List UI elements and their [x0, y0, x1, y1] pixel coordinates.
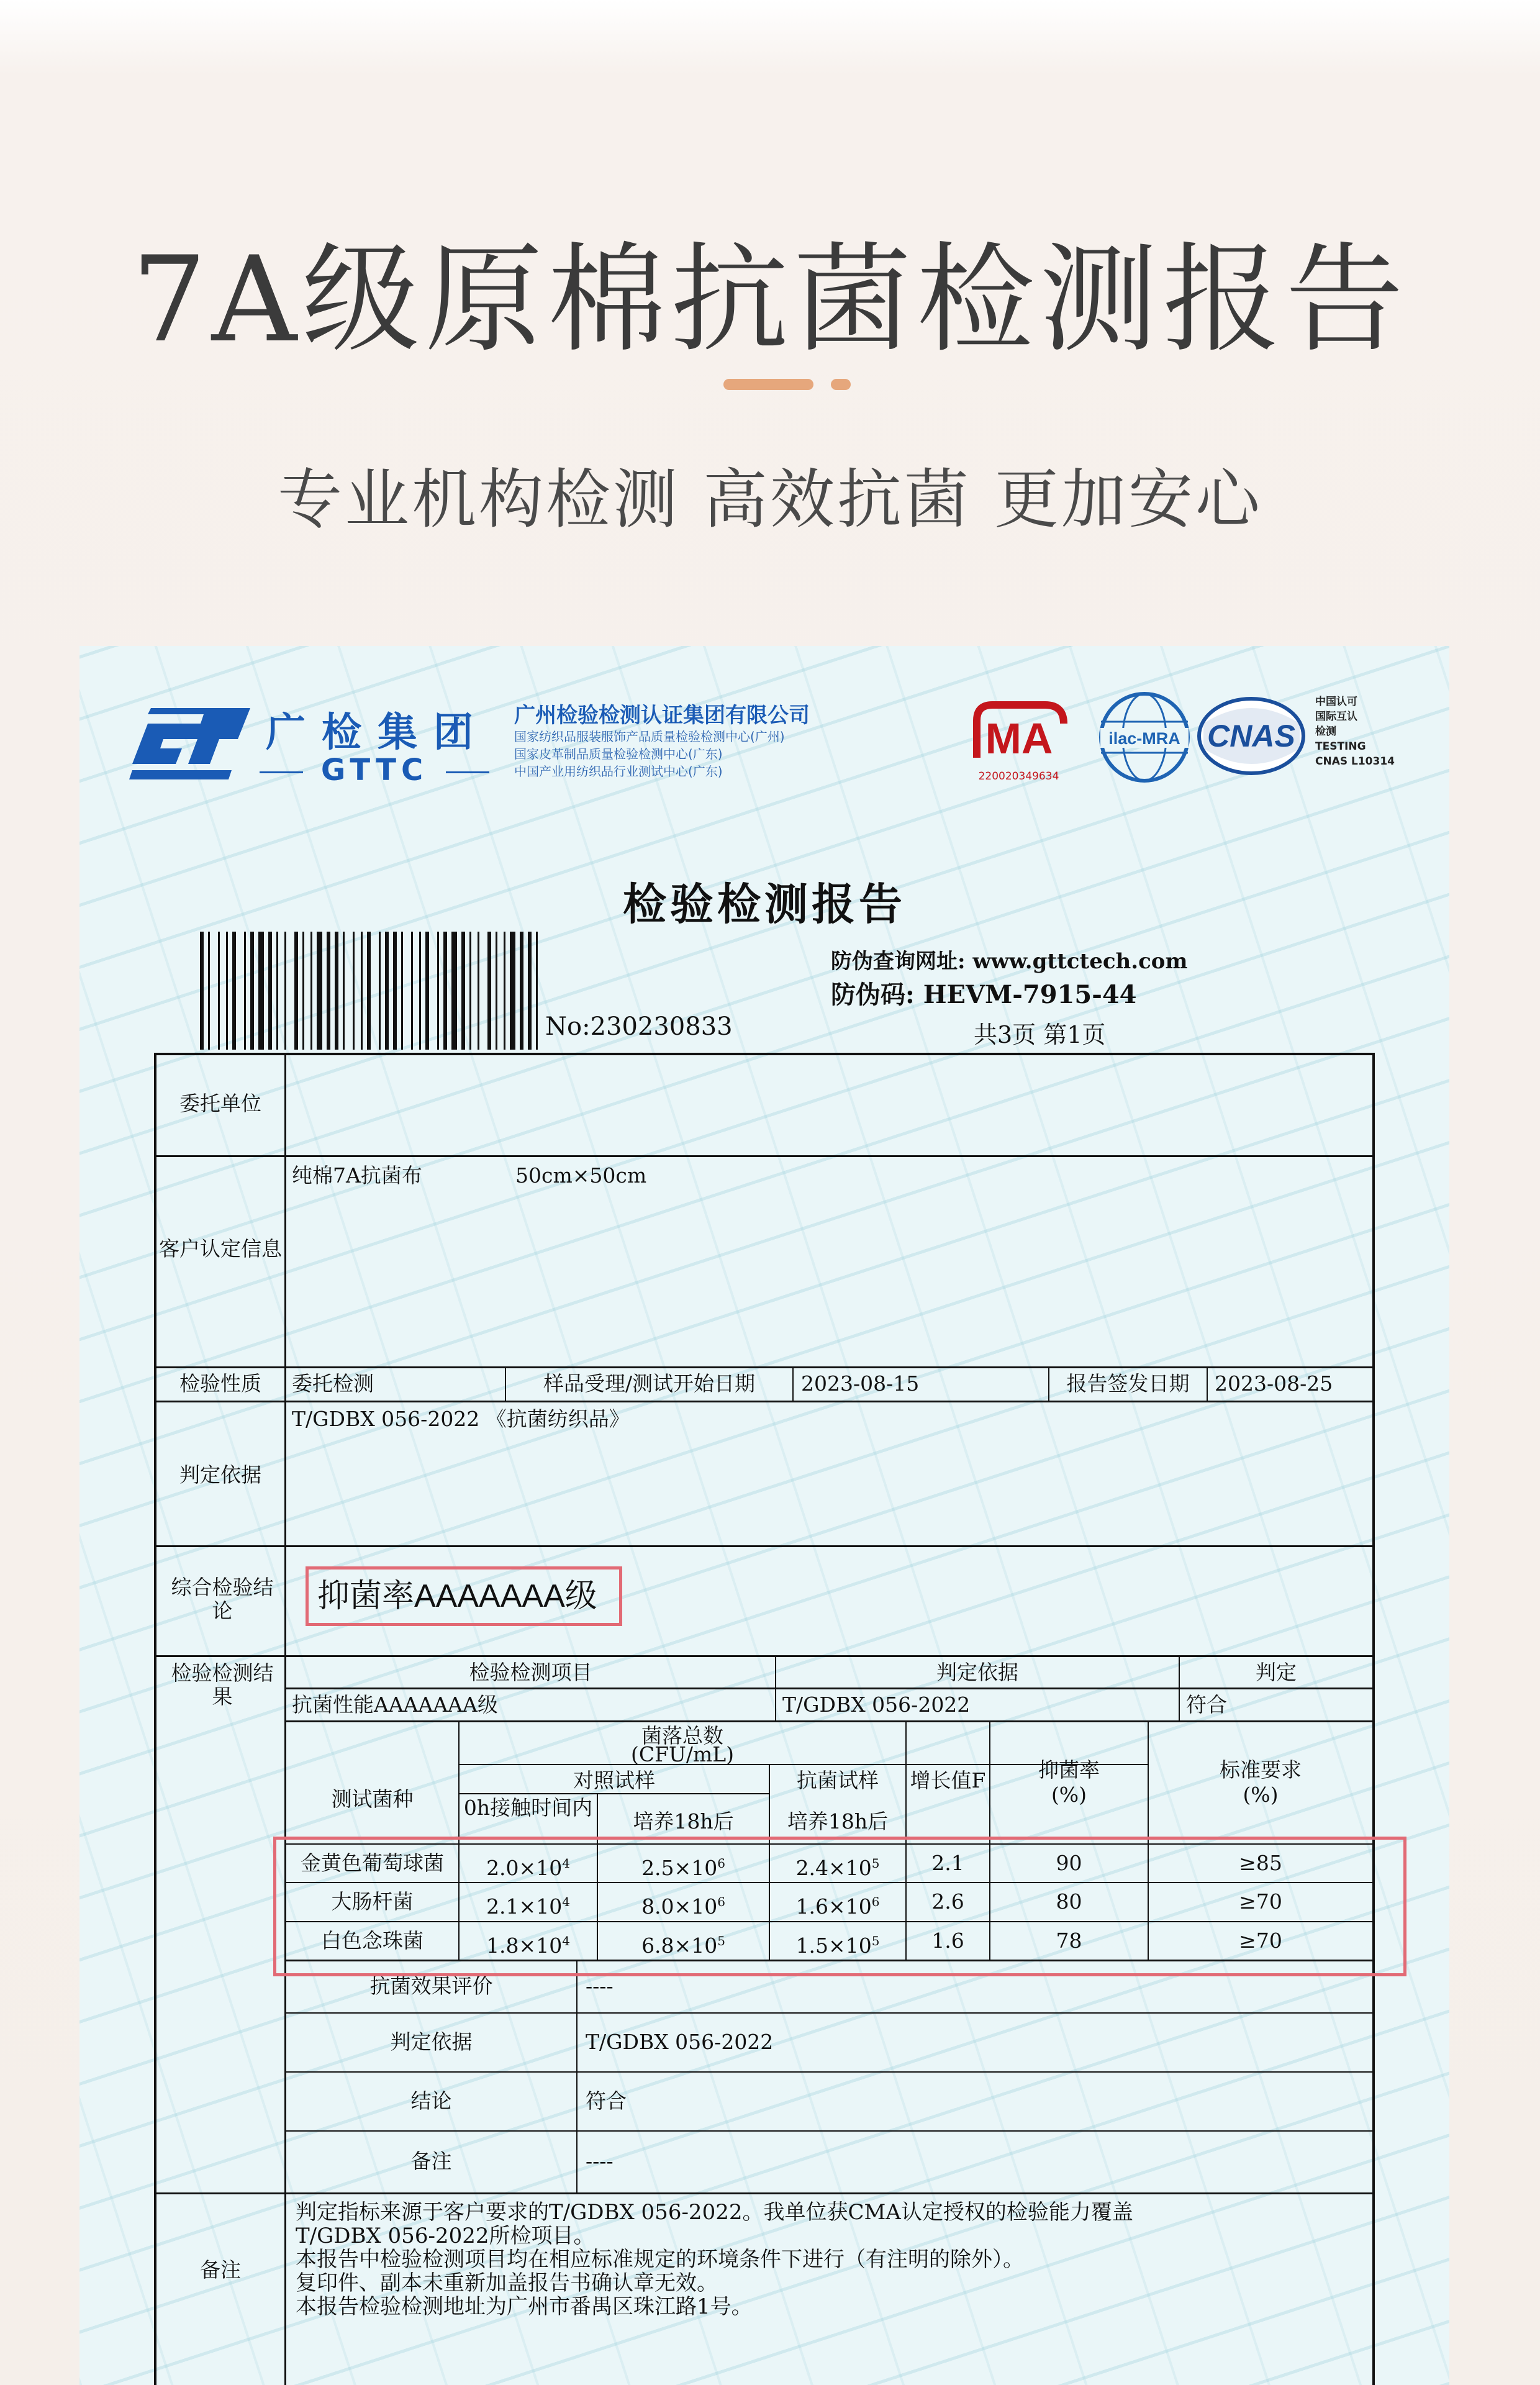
issue-date-value: 2023-08-25 [1215, 1371, 1333, 1396]
strain-name: 金黄色葡萄球菌 [301, 1851, 444, 1875]
sample-label: 客户认定信息 [159, 1237, 282, 1261]
antibacterial-18h: $1.5\times 10^5$ [795, 1933, 880, 1958]
page-count: 共3页 第1页 [974, 1021, 1106, 1048]
svg-text:MA: MA [985, 714, 1053, 763]
contact-header: 0h接触时间内 [463, 1796, 593, 1820]
cnas-logo-icon [1197, 696, 1306, 776]
control-18h-header: 培养18h后 [633, 1809, 734, 1833]
control-18h: $8.0\times 10^6$ [641, 1894, 725, 1919]
standard-unit: (%) [1243, 1783, 1279, 1807]
gttc-logo-icon [126, 702, 250, 783]
page-title: 7A级原棉抗菌检测报告 [131, 231, 1409, 368]
svg-text:CNAS: CNAS [1207, 719, 1295, 753]
eval-basis-label: 判定依据 [390, 2030, 473, 2054]
cma-number: 220020349634 [978, 770, 1059, 783]
rate-unit: (%) [1051, 1783, 1087, 1807]
growth-value: 2.1 [931, 1851, 964, 1875]
report-number: No:230230833 [545, 1012, 733, 1041]
control-0h: $1.8\times 10^4$ [486, 1933, 570, 1958]
start-date-value: 2023-08-15 [801, 1371, 920, 1396]
antibacterial-18h-header: 培养18h后 [787, 1809, 889, 1833]
nature-value: 委托检测 [292, 1371, 374, 1396]
nature-label: 检验性质 [179, 1371, 261, 1396]
sample-size: 50cm×50cm [515, 1163, 647, 1188]
growth-value: 1.6 [931, 1928, 964, 1953]
rate-header: 抑菌率 [1038, 1758, 1100, 1782]
results-judge-value: 符合 [1186, 1692, 1227, 1717]
issue-date-label: 报告签发日期 [1066, 1371, 1190, 1396]
verify-url: 防伪查询网址: www.gttctech.com [831, 949, 1188, 974]
org-line: 国家纺织品服装服饰产品质量检验检测中心(广州) [514, 729, 785, 744]
antibacterial-header: 抗菌试样 [797, 1768, 879, 1792]
effect-value: ---- [586, 1974, 614, 1998]
control-0h: $2.1\times 10^4$ [486, 1894, 570, 1919]
eval-note-label: 备注 [410, 2149, 452, 2173]
accent-bar [723, 379, 813, 390]
conclusion-label: 综合检验结论 [171, 1575, 274, 1623]
standard-header: 标准要求 [1220, 1758, 1302, 1782]
accent-dot [831, 379, 851, 390]
org-name: 广州检验检测认证集团有限公司 [514, 703, 810, 728]
results-highlight-box [273, 1837, 1406, 1976]
conclusion-value: 抑菌率AAAAAAA级 [317, 1578, 597, 1614]
standard-value: ≥70 [1239, 1928, 1282, 1953]
rate-value: 80 [1056, 1889, 1082, 1914]
svg-text:ilac-MRA: ilac-MRA [1108, 729, 1180, 748]
growth-header: 增长值F [910, 1768, 986, 1792]
standard-value: ≥85 [1239, 1851, 1282, 1875]
rate-value: 78 [1056, 1928, 1082, 1953]
start-date-label: 样品受理/测试开始日期 [543, 1371, 756, 1396]
rate-value: 90 [1056, 1851, 1082, 1875]
eval-result-label: 结论 [410, 2089, 452, 2113]
client-label: 委托单位 [179, 1091, 261, 1115]
eval-note-value: ---- [586, 2149, 614, 2173]
report-title: 检验检测报告 [623, 878, 906, 930]
remarks-label: 备注 [200, 2258, 241, 2282]
antibacterial-18h: $2.4\times 10^5$ [795, 1856, 880, 1880]
brand-cn: 广检集团 [266, 710, 489, 756]
results-item-header: 检验检测项目 [469, 1660, 592, 1684]
sample-name: 纯棉7A抗菌布 [292, 1163, 422, 1188]
eval-result-value: 符合 [586, 2089, 627, 2113]
control-header: 对照试样 [573, 1768, 655, 1792]
strain-name: 白色念珠菌 [321, 1928, 424, 1953]
org-line: 国家皮革制品质量检验检测中心(广东) [514, 747, 723, 761]
growth-value: 2.6 [931, 1889, 964, 1914]
ilac-mra-logo-icon [1098, 691, 1191, 784]
colony-header: 菌落总数 [641, 1724, 723, 1748]
test-report-document [79, 646, 1449, 2385]
control-0h: $2.0\times 10^4$ [486, 1856, 570, 1880]
standard-value: ≥70 [1239, 1889, 1282, 1914]
effect-label: 抗菌效果评价 [369, 1974, 493, 1998]
basis-value: T/GDBX 056-2022 《抗菌纺织品》 [292, 1407, 630, 1431]
strain-header: 测试菌种 [331, 1787, 414, 1811]
org-line: 中国产业用纺织品行业测试中心(广东) [514, 764, 723, 779]
strain-name: 大肠杆菌 [331, 1889, 414, 1914]
results-label: 检验检测结果 [171, 1661, 274, 1709]
report-table [154, 1053, 1375, 2385]
results-judge-header: 判定 [1256, 1660, 1297, 1684]
page-subtitle: 专业机构检测 高效抗菌 更加安心 [277, 461, 1263, 537]
control-18h: $6.8\times 10^5$ [641, 1933, 725, 1958]
cnas-accreditation-text: 中国认可 国际互认 检测 TESTING CNAS L10314 [1315, 696, 1395, 768]
results-item-value: 抗菌性能AAAAAAA级 [292, 1692, 498, 1717]
results-basis-header: 判定依据 [936, 1660, 1018, 1684]
barcode-icon [197, 932, 542, 1050]
cma-logo-icon [964, 699, 1073, 767]
results-basis-value: T/GDBX 056-2022 [782, 1692, 971, 1717]
colony-unit: (CFU/mL) [630, 1742, 735, 1766]
brand-en: GTTC [266, 753, 483, 788]
remarks-text: 判定指标来源于客户要求的T/GDBX 056-2022。我单位获CMA认定授权的检验能力覆盖 T/GDBX 056-2022所检项目。 本报告中检验检测项目均在相应标准规定的环境条件下进行（有注明的除外）。 复印件、副本未重新加盖报告书确认章无效。 本报告检验检测地址为广州市番禺区珠江路1号。 [296, 2200, 1133, 2319]
control-18h: $2.5\times 10^6$ [641, 1856, 725, 1880]
verify-code: 防伪码: HEVM-7915-44 [831, 980, 1137, 1009]
eval-basis-value: T/GDBX 056-2022 [586, 2030, 774, 2054]
basis-label: 判定依据 [179, 1463, 261, 1487]
antibacterial-18h: $1.6\times 10^6$ [795, 1894, 880, 1919]
